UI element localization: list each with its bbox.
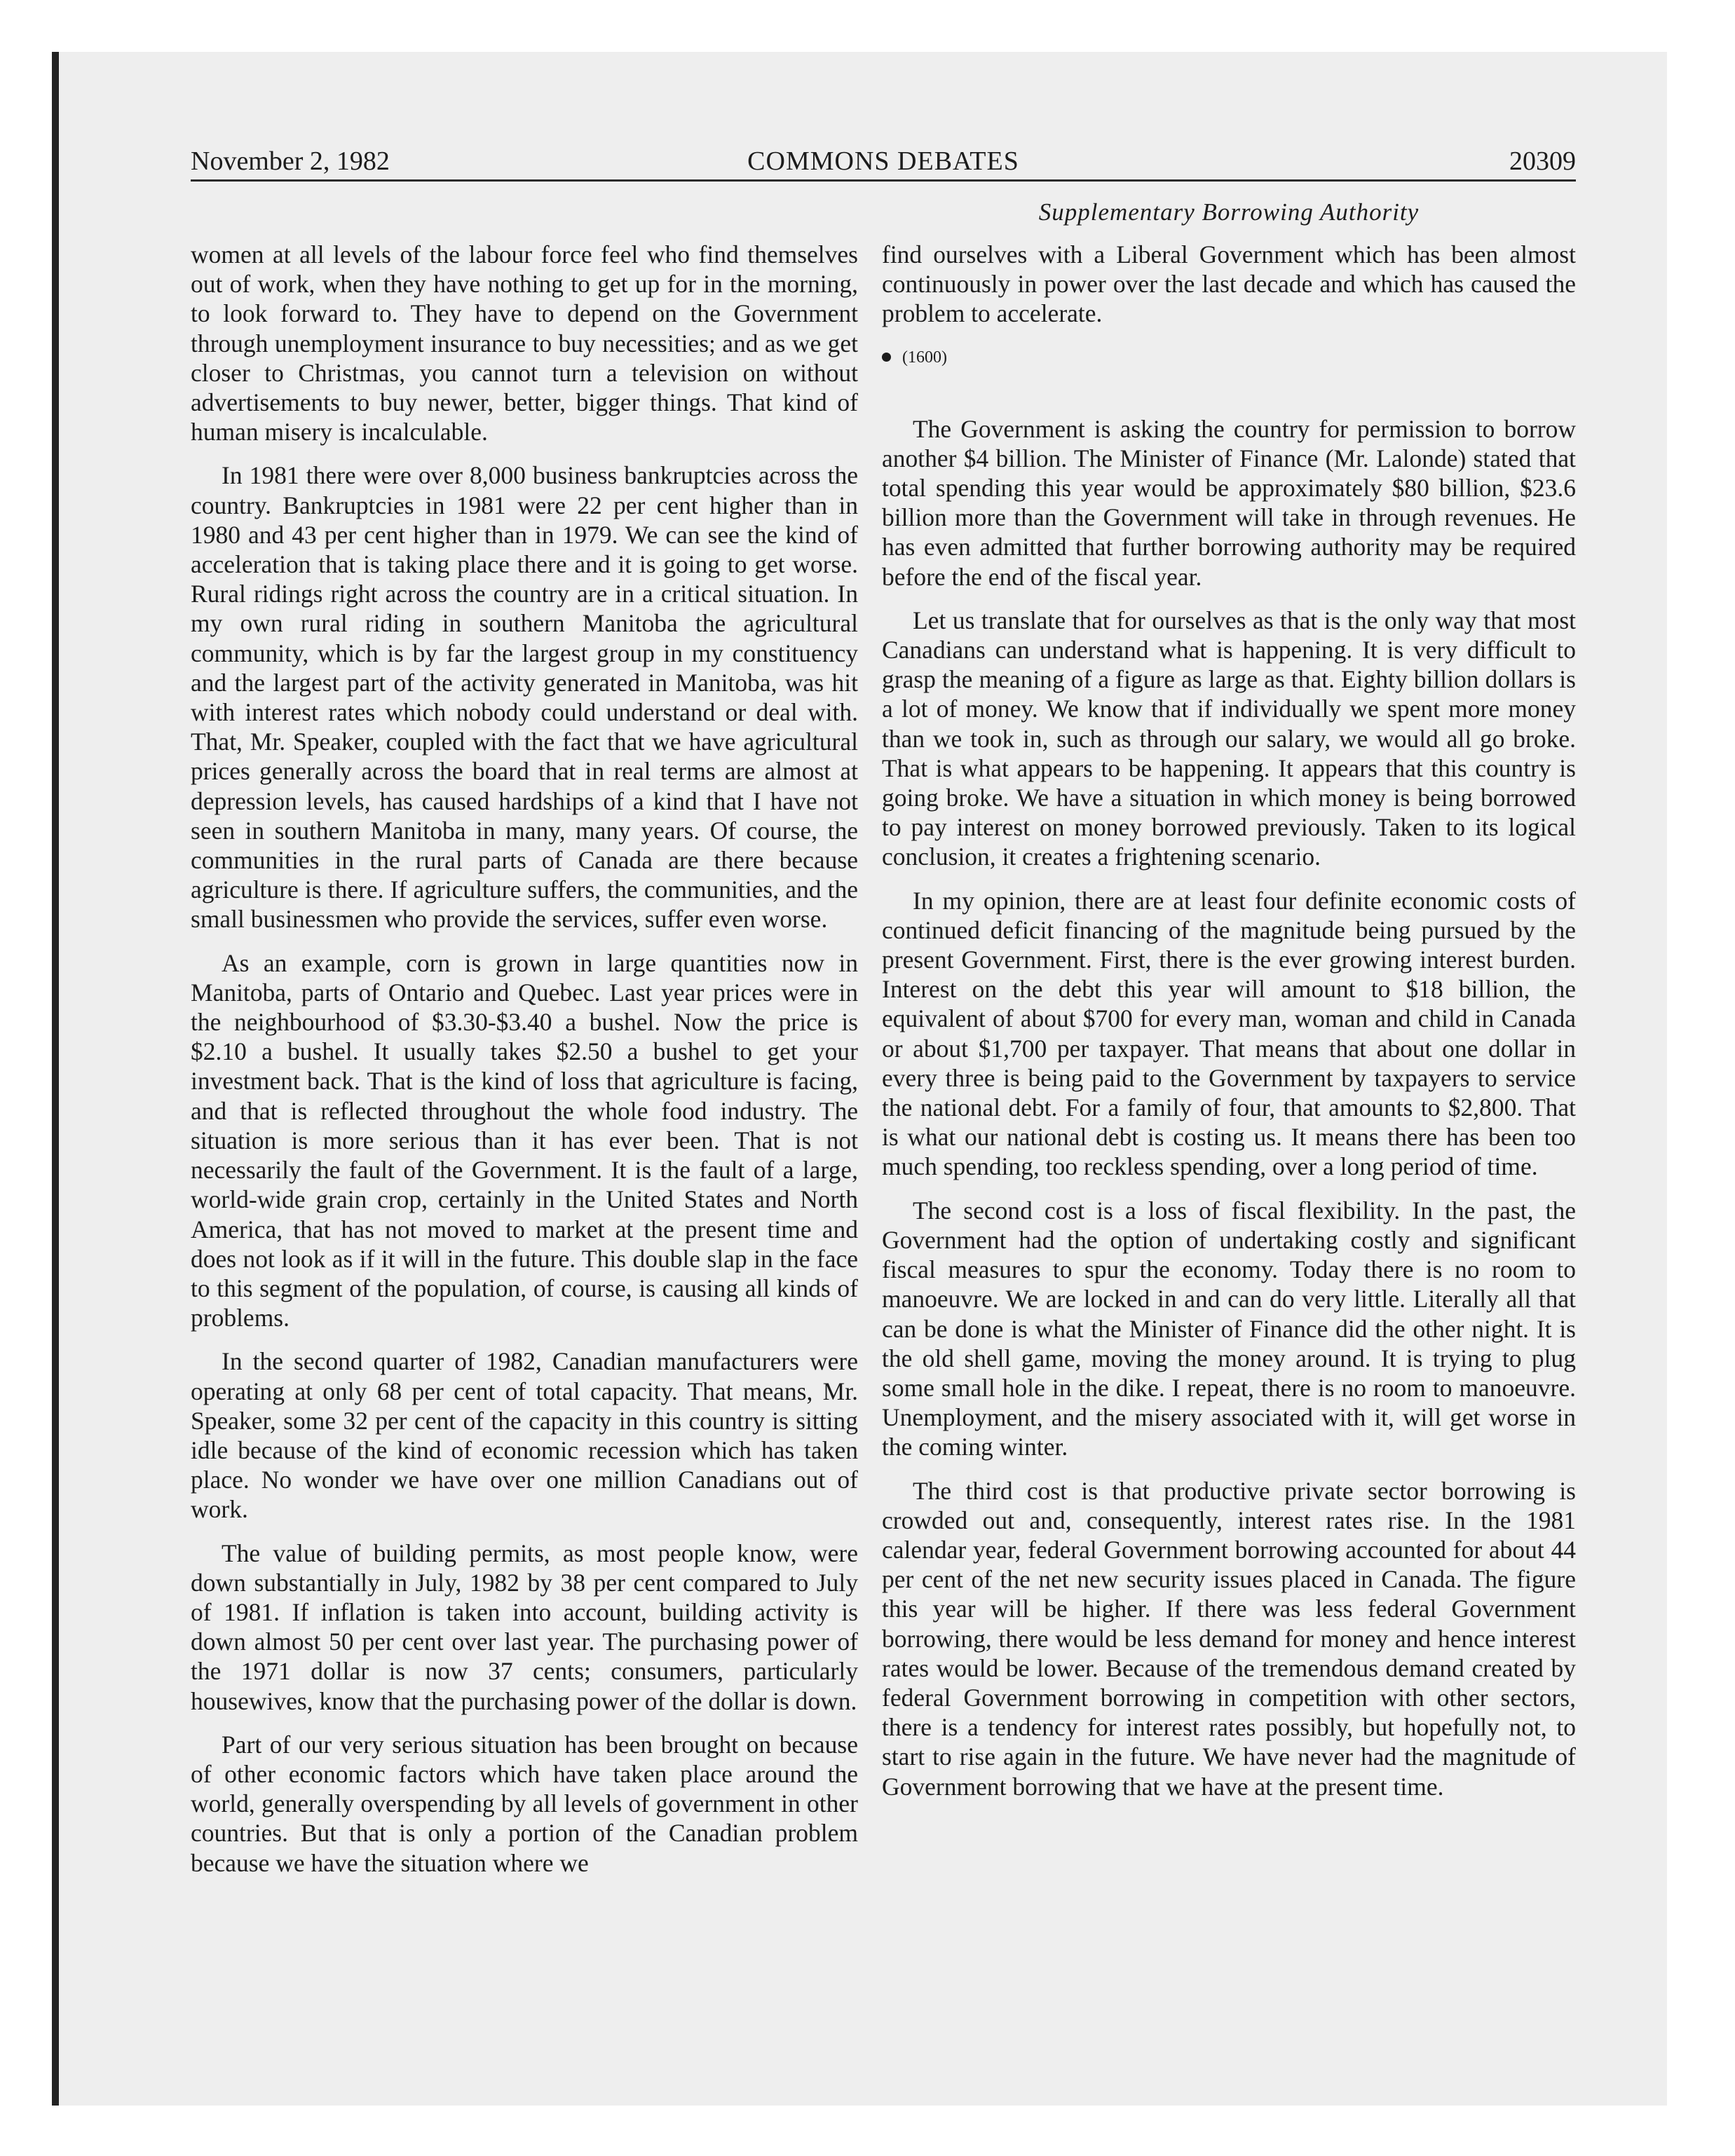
paragraph: The second cost is a loss of fiscal flexibility. In the past, the Government had the option of undertaking costly and significant fiscal measures to spur the economy. Today there is no room to manoeuvre. We are locked in and can do very little. Literally all that can be done is what the Minister of Finance did the other night. It is the old shell game, moving the money around. It is trying to plug some small hole in the dike. I repeat, there is no room to manoeuvre. Unemployment, and the misery associated with it, will get worse in the coming winter. (882, 1196, 1576, 1461)
bullet-icon (882, 353, 891, 362)
page-number: 20309 (1509, 146, 1576, 176)
paragraph: Let us translate that for ourselves as that is the only way that most Canadians can understand what is happening. It is very difficult to grasp the meaning of a figure as large as that. Eighty billion dollars is a lot of money. We know that if individually we spent more money than we took in, such as through our salary, we would all go broke. That is what appears to be happening. It appears that this country is going broke. We have a situation in which money is being borrowed to pay interest on money borrowed previously. Taken to its logical conclusion, it creates a frightening scenario. (882, 606, 1576, 871)
time-marker-text: (1600) (902, 348, 947, 367)
time-marker (882, 343, 1576, 372)
paragraph: The value of building permits, as most people know, were down substantially in July, 1982 by 38 per cent compared to July of 1981. If inflation is taken into account, building activity is down almost 50 per cent over last year. The purchasing power of the 1971 dollar is now 37 cents; consumers, particularly housewives, know that the purchasing power of the dollar is down. (191, 1538, 858, 1715)
paragraph: women at all levels of the labour force feel who find themselves out of work, when they have nothing to get up for in the morning, to look forward to. They have to depend on the Government through unemployment insurance to buy necessities; and as we get closer to Christmas, you cannot turn a television on without advertisements to buy newer, better, bigger things. That kind of human misery is incalculable. (191, 240, 858, 446)
paragraph: The Government is asking the country for permission to borrow another $4 billion. The Minister of Finance (Mr. Lalonde) stated that total spending this year would be approximately $80 billion, $23.6 billion more than the Government will take in through revenues. He has even admitted that further borrowing authority may be required before the end of the fiscal year. (882, 414, 1576, 591)
paragraph: Part of our very serious situation has been brought on because of other economic factors which have taken place around the world, generally overspending by all levels of government in other countries. But that is only a portion of the Canadian problem because we have the situation where we (191, 1730, 858, 1877)
paragraph: The third cost is that productive private sector borrowing is crowded out and, consequently, interest rates rise. In the 1981 calendar year, federal Government borrowing accounted for about 44 per cent of the net new security issues placed in Canada. The figure this year will be higher. If there was less federal Government borrowing, there would be less demand for money and hence interest rates would be lower. Because of the tremendous demand created by federal Government borrowing in competition with other sectors, there is a tendency for interest rates possibly, but hopefully not, to start to rise again in the future. We have never had the magnitude of Government borrowing that we have at the present time. (882, 1476, 1576, 1801)
paragraph: In my opinion, there are at least four definite economic costs of continued deficit financing of the magnitude being pursued by the present Government. First, there is the ever growing interest burden. Interest on the debt this year will amount to $18 billion, the equivalent of about $700 for every man, woman and child in Canada or about $1,700 per taxpayer. That means that about one dollar in every three is being paid to the Government by taxpayers to service the national debt. For a family of four, that amounts to $2,800. That is what our national debt is costing us. It means there has been too much spending, too reckless spending, over a long period of time. (882, 886, 1576, 1181)
paragraph: In the second quarter of 1982, Canadian manufacturers were operating at only 68 per cent of total capacity. That means, Mr. Speaker, some 32 per cent of the capacity in this country is sitting idle because of the kind of economic recession which has taken place. No wonder we have over one million Canadians out of work. (191, 1347, 858, 1524)
left-column (191, 240, 858, 1892)
paragraph: In 1981 there were over 8,000 business bankruptcies across the country. Bankruptcies in 1981 were 22 per cent higher than in 1980 and 43 per cent higher than in 1979. We can see the kind of acceleration that is taking place there and it is going to get worse. Rural ridings right across the country are in a critical situation. In my own rural riding in southern Manitoba the agricultural community, which is by far the largest group in my constituency and the largest part of the activity generated in Manitoba, was hit with interest rates which nobody could understand or deal with. That, Mr. Speaker, coupled with the fact that we have agricultural prices generally across the board that in real terms are almost at depression levels, has caused hardships of a kind that I have not seen in southern Manitoba in many, many years. Of course, the communities in the rural parts of Canada are there because agriculture is there. If agriculture suffers, the communities, and the small businessmen who provide the services, suffer even worse. (191, 461, 858, 934)
binding-edge (52, 52, 59, 2106)
header-date: November 2, 1982 (191, 146, 390, 176)
paragraph: find ourselves with a Liberal Government which has been almost continuously in power over the last decade and which has caused the problem to accelerate. (882, 240, 1576, 328)
header-rule (191, 179, 1576, 182)
header-title: COMMONS DEBATES (747, 146, 1019, 176)
subject-heading: Supplementary Borrowing Authority (1038, 198, 1420, 226)
right-column (882, 240, 1576, 1815)
running-head (191, 142, 1576, 181)
paragraph: As an example, corn is grown in large quantities now in Manitoba, parts of Ontario and Quebec. Last year prices were in the neighbourhood of $3.30-$3.40 a bushel. Now the price is $2.10 a bushel. It usually takes $2.50 a bushel to get your investment back. That is the kind of loss that agriculture is facing, and that is reflected throughout the whole food industry. The situation is more serious than it has ever been. That is not necessarily the fault of the Government. It is the fault of a large, world-wide grain crop, certainly in the United States and North America, that has not moved to market at the present time and does not look as if it will in the future. This double slap in the face to this segment of the population, of course, is causing all kinds of problems. (191, 948, 858, 1332)
